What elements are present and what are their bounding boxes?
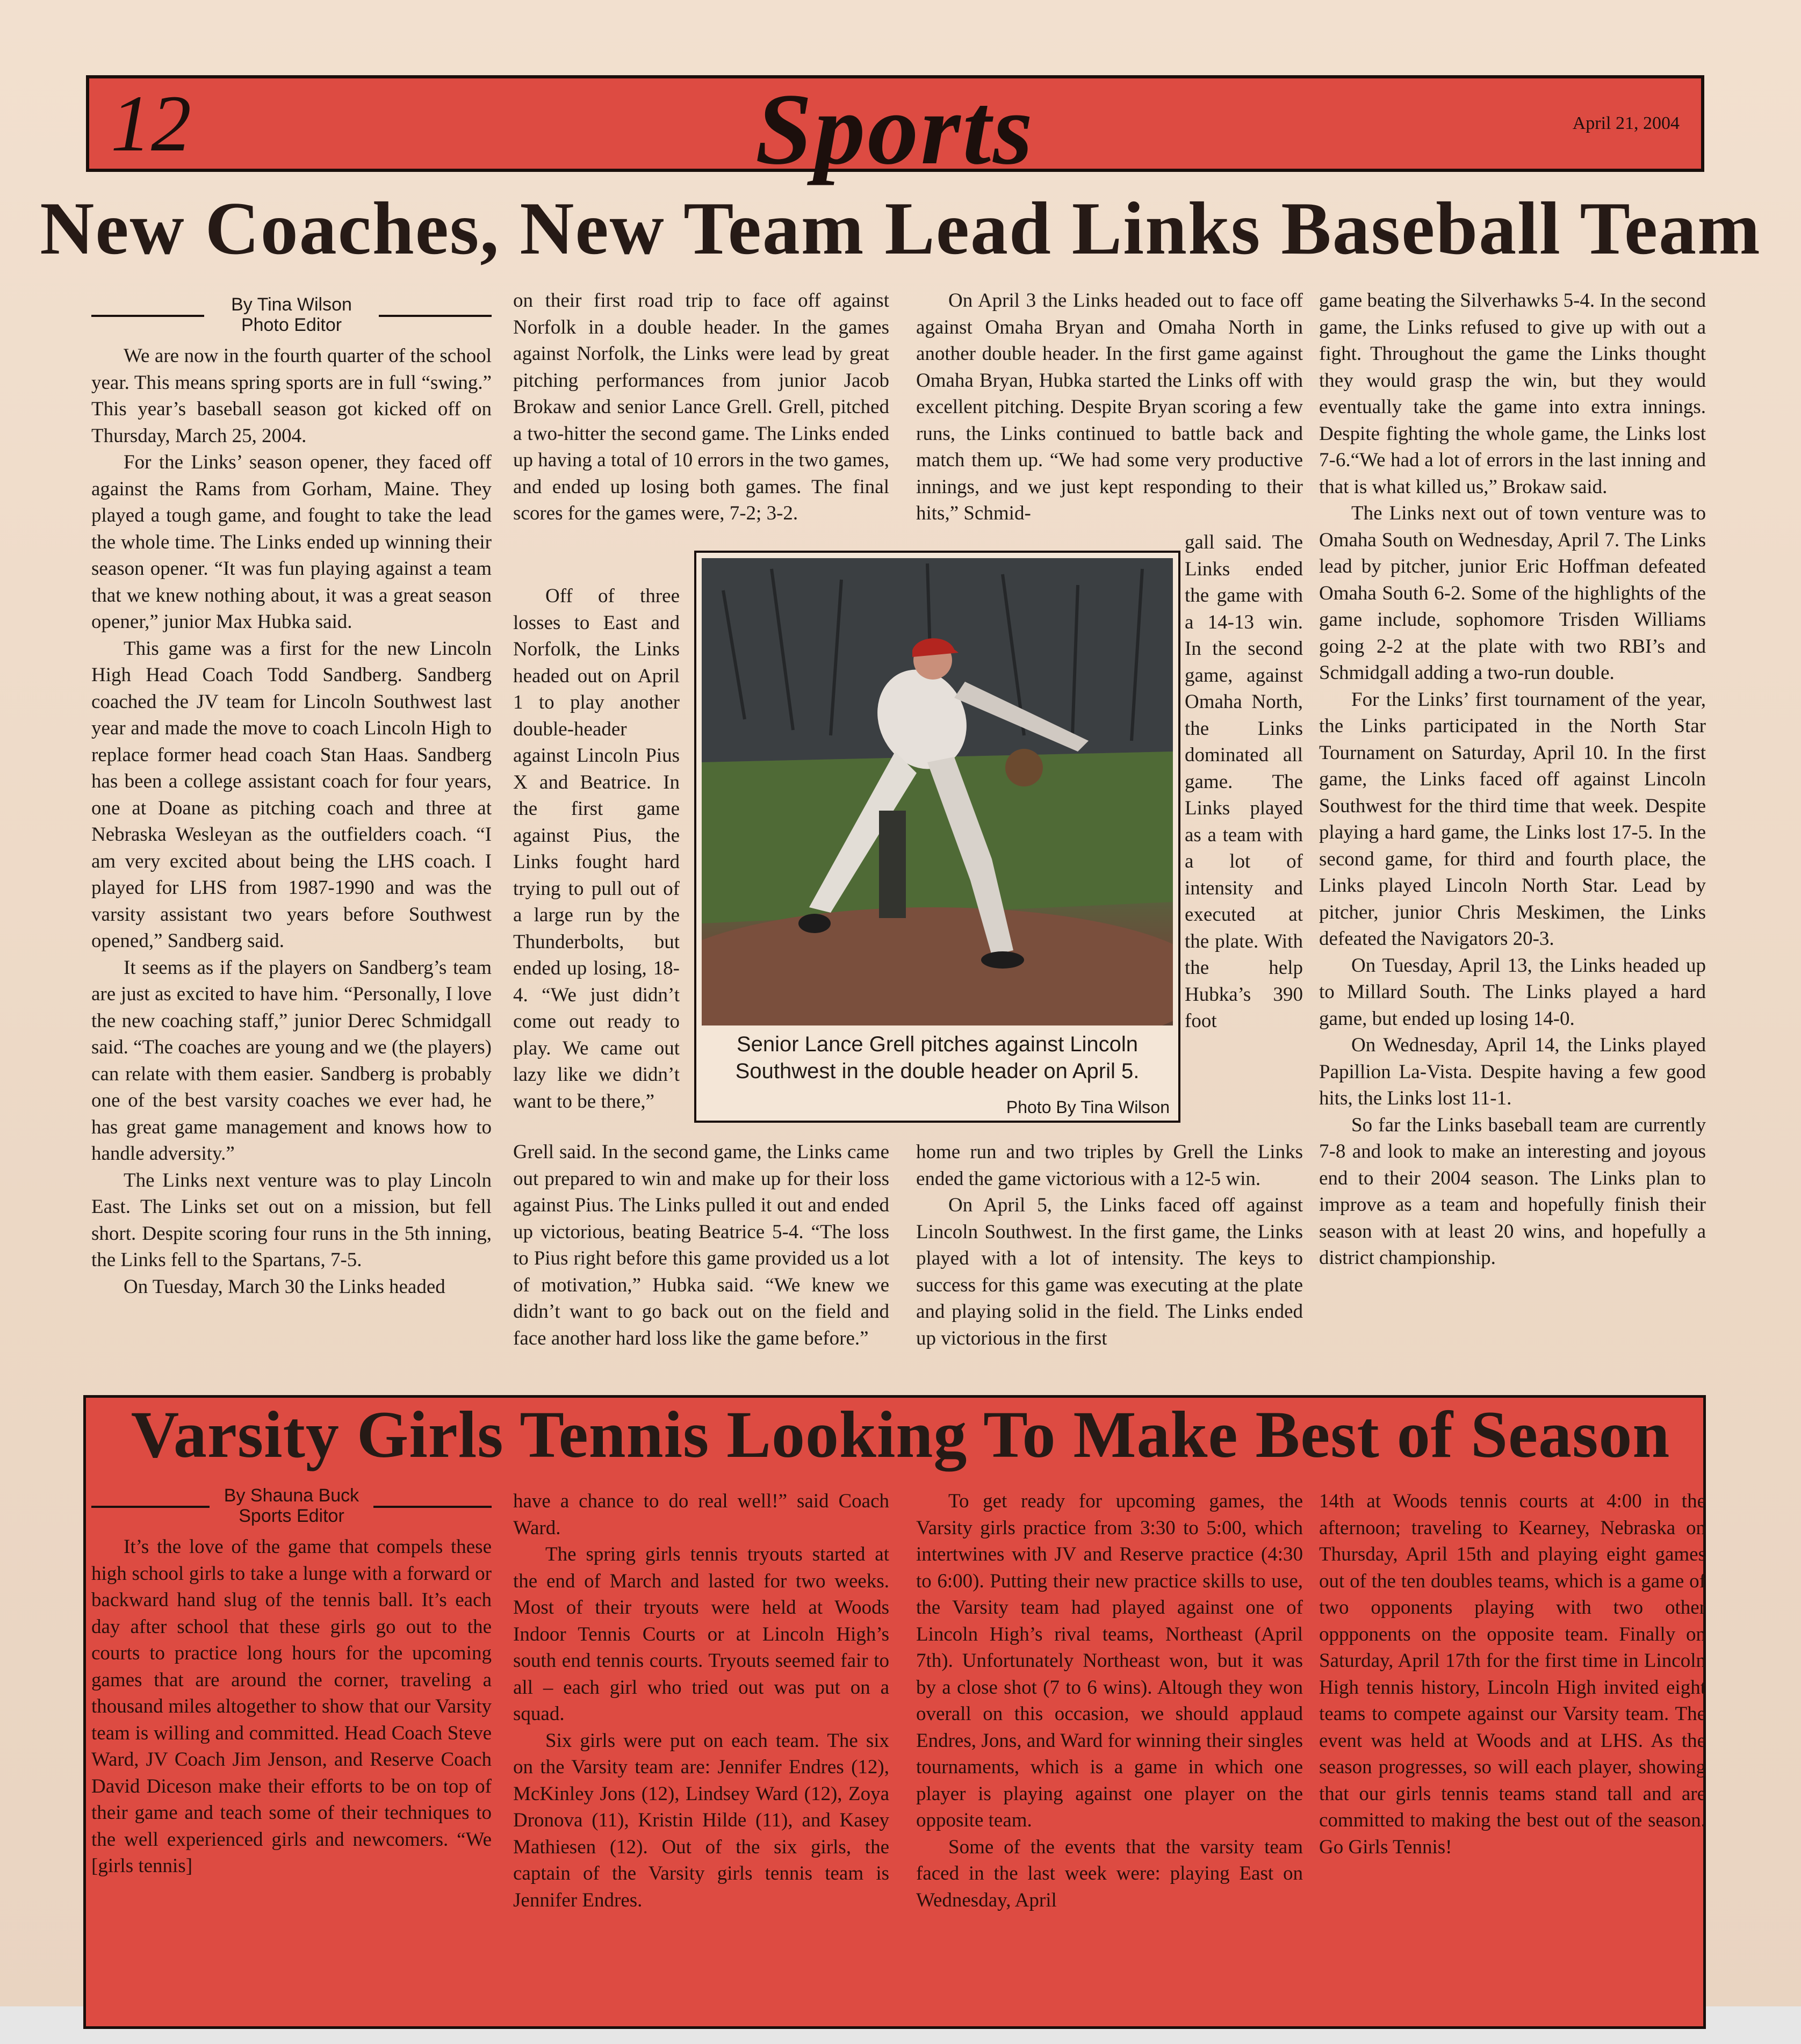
page-number: 12	[111, 79, 191, 168]
article-paragraph: On Tuesday, March 30 the Links headed	[124, 1275, 445, 1298]
tennis-column-3	[916, 1488, 1303, 1913]
photo-caption: Senior Lance Grell pitches against Lincoln Southwest in the double header on April 5.	[735, 1032, 1140, 1083]
article-paragraph: This game was a first for the new Lincoln High Head Coach Todd Sandberg. Sandberg coached the JV team for Lincoln Southwest last year and made the move to coach Lincoln High to replace former head coach Stan Haas. Sandberg has been a college assistant coach for four years, one at Doane as pitching coach and three at Nebraska Wesleyan as the outfielders coach. “I am very excited about being the LHS coach. I played for LHS from 1987-1990 and was the varsity assistant two years before Southwest opened,” Sandberg said.	[91, 637, 492, 952]
article-paragraph: have a chance to do real well!” said Coach Ward.	[513, 1490, 889, 1539]
byline-rule	[91, 315, 204, 317]
article-paragraph: on their first road trip to face off against Norfolk in a double header. In the games against Norfolk, the Links were lead by great pitching performances from junior Jacob Brokaw and senior Lance Grell. Grell, pitched a two-hitter the second game. The Links ended up having a total of 10 errors in the two games, and ended up losing both games. The final scores for the games were, 7-2; 3-2.	[513, 290, 889, 524]
baseball-column-3-bottom	[916, 1139, 1303, 1352]
article-paragraph: It seems as if the players on Sandberg’s team are just as excited to have him. “Personally, I love the new coaching staff,” junior Derec Schmidgall said. “The coaches are young and we (the players) can relate with them easier. Sandberg is probably one of the best varsity coaches we ever had, he has great game management and knows how to handle adversity.”	[91, 956, 492, 1165]
article-paragraph: On April 3 the Links headed out to face off against Omaha Bryan and Omaha North in another double header. In the first game against Omaha Bryan, Hubka started the Links off with excellent pitching. Despite Bryan scoring a few runs, the Links continued to battle back and match them up. “We had some very productive innings, and we just kept responding to their hits,” Schmid-	[916, 290, 1303, 524]
article-paragraph: The spring girls tennis tryouts started at the end of March and lasted for two weeks. Most of their tryouts were held at Woods Indoor Tennis Courts or at Lincoln High’s south end tennis courts. Tryouts seemed fair to all – each girl who tried out was put on a squad.	[513, 1543, 889, 1725]
article-paragraph: Off of three losses to East and Norfolk, the Links headed out on April 1 to play another double-header against Lincoln Pius X and Beatrice. In the first game against Pius, the Links fought hard trying to pull out of a large run by the Thunderbolts, but ended up losing, 18-4. “We just didn’t come out ready to play. We came out lazy like we didn’t want to be there,”	[513, 585, 680, 1113]
baseball-headline: New Coaches, New Team Lead Links Baseball Team	[40, 187, 1761, 270]
baseball-column-2-bottom	[513, 1139, 889, 1352]
article-paragraph: For the Links’ first tournament of the year, the Links participated in the North Star Tournament on Saturday, April 10. In the first game, the Links faced off against Lincoln Southwest for the third time that week. Despite playing a hard game, the Links lost 17-5. In the second game, for third and fourth place, the Links played Lincoln North Star. Lead by pitcher, junior Chris Meskimen, the Links defeated the Navigators 20-3.	[1319, 688, 1706, 950]
article-paragraph: The Links next out of town venture was to Omaha South on Wednesday, April 7. The Links lead by pitcher, junior Eric Hoffman defeated Omaha South 6-2. Some of the highlights of the game include, sophomore Trisden Williams going 2-2 at the plate with two RBI’s and Schmidgall adding a two-run double.	[1319, 502, 1706, 684]
article-paragraph: Grell said. In the second game, the Links came out prepared to win and make up for their loss against Pius. The Links pulled it out and ended up victorious, beating Beatrice 5-4. “The loss to Pius right before this game provided us a lot of motivation,” Hubka said. “We knew we didn’t want to go back out on the field and face another hard loss like the game before.”	[513, 1141, 889, 1349]
tennis-headline: Varsity Girls Tennis Looking To Make Best of Season	[131, 1398, 1670, 1471]
photo-credit: Photo By Tina Wilson	[1006, 1097, 1170, 1117]
baseball-column-3-top	[916, 287, 1303, 527]
byline-author: By Shauna Buck	[224, 1485, 359, 1506]
byline-author: By Tina Wilson	[231, 294, 352, 315]
byline-rule	[91, 1506, 210, 1508]
byline-title: Sports Editor	[239, 1506, 344, 1526]
tennis-column-2	[513, 1488, 889, 1913]
tennis-byline	[91, 1485, 492, 1526]
photo-box	[694, 551, 1180, 1123]
pitcher-illustration	[702, 558, 1173, 1025]
baseball-byline	[91, 294, 492, 335]
article-paragraph: The Links next venture was to play Lincoln East. The Links set out on a mission, but fell short. Despite scoring four runs in the 5th inning, the Links fell to the Spartans, 7-5.	[91, 1169, 492, 1271]
byline-rule	[373, 1506, 492, 1508]
article-paragraph: For the Links’ season opener, they faced off against the Rams from Gorham, Maine. They played a tough game, and fought to take the lead the whole time. The Links ended up winning their season opener. “It was fun playing against a team that we knew nothing about, it was a great season opener,” junior Max Hubka said.	[91, 451, 492, 633]
article-paragraph: home run and two triples by Grell the Links ended the game victorious with a 12-5 win.	[916, 1141, 1303, 1190]
byline-rule	[379, 315, 492, 317]
section-header	[86, 73, 1704, 186]
article-paragraph: Some of the events that the varsity team faced in the last week were: playing East on Wednesday, April	[916, 1836, 1303, 1911]
byline-title: Photo Editor	[241, 315, 342, 335]
article-paragraph: On April 5, the Links faced off against Lincoln Southwest. In the first game, the Links played with a lot of intensity. The keys to success for this game was executing at the plate and playing solid in the field. The Links ended up victorious in the first	[916, 1194, 1303, 1349]
article-paragraph: It’s the love of the game that compels these high school girls to take a lunge with a forward or backward hand slug of the tennis ball. It’s each day after school that these girls go out to the courts to practice long hours for the upcoming games that are around the corner, traveling a thousand miles altogether to show that our Varsity team is willing and committed. Head Coach Steve Ward, JV Coach Jim Jenson, and Reserve Coach David Diceson make their efforts to be on top of their game and teach some of their techniques to the well experienced girls and newcomers. “We [girls tennis]	[91, 1536, 492, 1877]
pitcher-photo	[702, 558, 1173, 1025]
article-paragraph: game beating the Silverhawks 5-4. In the second game, the Links refused to give up with out a fight. Throughout the game the Links thought they would grasp the win, but they would eventually take the game into extra innings. Despite fighting the whole game, the Links lost 7-6.“We had a lot of errors in the last inning and that is what killed us,” Brokaw said.	[1319, 290, 1706, 498]
issue-date: April 21, 2004	[1572, 113, 1680, 133]
baseball-column-2-top	[513, 287, 889, 527]
baseball-column-1	[91, 294, 492, 1300]
article-paragraph: We are now in the fourth quarter of the school year. This means spring sports are in full “swing.” This year’s baseball season got kicked off on Thursday, March 25, 2004.	[91, 345, 492, 447]
article-paragraph: To get ready for upcoming games, the Varsity girls practice from 3:30 to 5:00, which intertwines with JV and Reserve practice (4:30 to 6:00). Putting their new practice skills to use, the Varsity team had played against one of Lincoln High’s rival teams, Northeast (April 7th). Unfortunately Northeast won, but it was by a close shot (7 to 6 wins). Altough they won overall on this occasion, we should applaud Endres, Jons, and Ward for winning their singles tournaments, which is a game in which one player is playing against one player on the opposite team.	[916, 1490, 1303, 1831]
article-paragraph: So far the Links baseball team are currently 7-8 and look to make an interesting and joyous end to their 2004 season. The Links plan to improve as a team and hopefully finish their season with at least 20 wins, and hopefully a district championship.	[1319, 1114, 1706, 1269]
article-paragraph: gall said. The Links ended the game with a 14-13 win. In the second game, against Omaha North, the Links dominated all game. The Links played as a team with a lot of intensity and executed at the plate. With the help Hubka’s 390 foot	[1185, 531, 1303, 1032]
baseball-column-2-mid	[513, 583, 680, 1115]
article-paragraph: Six girls were put on each team. The six on the Varsity team are: Jennifer Endres (12), McKinley Jons (12), Lindsey Ward (12), Zoya Dronova (11), Kristin Hilde (11), and Kasey Mathiesen (12). Out of the six girls, the captain of the Varsity girls tennis team is Jennifer Endres.	[513, 1729, 889, 1911]
section-title: Sports	[755, 73, 1035, 186]
tennis-column-4	[1319, 1488, 1706, 1860]
baseball-column-4	[1319, 287, 1706, 1272]
tennis-column-1	[91, 1485, 492, 1880]
baseball-column-3-mid	[1185, 529, 1303, 1035]
article-paragraph: 14th at Woods tennis courts at 4:00 in the afternoon; traveling to Kearney, Nebraska on Thursday, April 15th and playing eight games out of the ten doubles teams, which is a game of two opponents playing with two other oppponents on the opposite team. Finally on Saturday, April 17th for the first time in Lincoln High tennis history, Lincoln High invited eight teams to compete against our Varsity team. The event was held at Woods and at LHS. As the season progresses, so will each player, showing that our girls tennis teams stand tall and are committed to making the best out of the season. Go Girls Tennis!	[1319, 1490, 1706, 1858]
article-paragraph: On Wednesday, April 14, the Links played Papillion La-Vista. Despite having a few good hits, the Links lost 11-1.	[1319, 1034, 1706, 1109]
article-paragraph: On Tuesday, April 13, the Links headed up to Millard South. The Links played a hard game, but ended up losing 14-0.	[1319, 954, 1706, 1030]
